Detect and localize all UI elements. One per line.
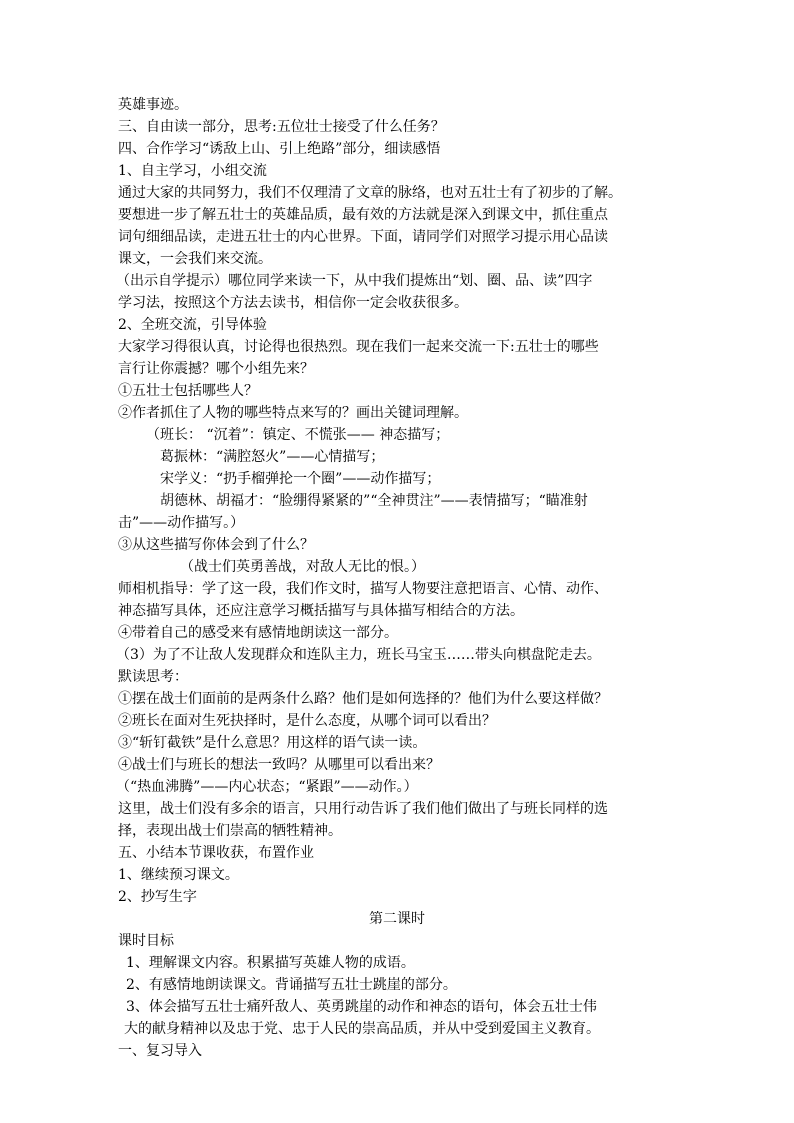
objective-item: 1、理解课文内容。积累描写英雄人物的成语。	[126, 955, 415, 971]
question-item: ②班长在面对生死抉择时，是什么态度，从哪个词可以看出？	[118, 713, 496, 729]
text-line: （战士们英勇善战，对敌人无比的恨。）	[180, 559, 425, 575]
text-line: 2、抄写生字	[118, 889, 197, 905]
question-item: ④战士们与班长的想法一致吗？从哪里可以看出来？	[118, 757, 440, 773]
section-heading: 五、小结本节课收获，布置作业	[118, 845, 314, 861]
text-line: 神态描写具体，还应注意学习概括描写与具体描写相结合的方法。	[118, 603, 524, 619]
text-line: 大的献身精神以及忠于党、忠于人民的崇高品质，并从中受到爱国主义教育。	[124, 1021, 600, 1037]
section-heading: 一、复习导入	[118, 1043, 202, 1059]
text-line: 课文，一会我们来交流。	[118, 251, 272, 267]
text-line: 词句细细品读，走进五壮士的内心世界。下面，请同学们对照学习提示用心品读	[118, 229, 608, 245]
text-line: 击”——动作描写。）	[118, 515, 245, 531]
question-item: ①五壮士包括哪些人？	[118, 383, 258, 399]
subsection-heading: 2、全班交流，引导体验	[118, 317, 267, 333]
text-line: 英雄事迹。	[118, 97, 188, 113]
text-line: 大家学习得很认真，讨论得也很热烈。现在我们一起来交流一下:五壮士的哪些	[118, 339, 599, 355]
section-heading: 三、自由读一部分，思考:五位壮士接受了什么任务？	[118, 119, 445, 135]
text-line: 师相机指导：学了这一段，我们作文时，描写人物要注意把语言、心情、动作、	[118, 581, 608, 597]
text-line: （“热血沸腾”——内心状态；“紧跟”——动作。）	[116, 779, 418, 795]
text-line: 这里，战士们没有多余的语言，只用行动告诉了我们他们做出了与班长同样的选	[118, 801, 608, 817]
text-line: （3）为了不让敌人发现群众和连队主力，班长马宝玉……带头向棋盘陀走去。	[116, 647, 601, 663]
question-item: ③从这些描写你体会到了什么？	[118, 537, 314, 553]
text-line: 宋学义：“扔手榴弹抡一个圈”——动作描写；	[160, 471, 441, 487]
objective-item: 2、有感情地朗读课文。背诵描写五壮士跳崖的部分。	[126, 977, 457, 993]
objective-item: 3、体会描写五壮士痛歼敌人、英勇跳崖的动作和神态的语句，体会五壮士伟	[126, 999, 597, 1015]
question-item: ④带着自己的感受来有感情地朗读这一部分。	[118, 625, 398, 641]
text-line: 通过大家的共同努力，我们不仅理清了文章的脉络，也对五壮士有了初步的了解。	[118, 185, 622, 201]
text-line: 默读思考：	[118, 669, 188, 685]
text-line: 胡德林、胡福才：“脸绷得紧紧的”“全神贯注”——表情描写；“瞄准射	[160, 493, 588, 509]
text-line: （班长： “沉着”：镇定、不慌张—— 神态描写；	[146, 427, 450, 443]
text-line: 1、继续预习课文。	[118, 867, 239, 883]
question-item: ①摆在战士们面前的是两条什么路？他们是如何选择的？他们为什么要这样做？	[118, 691, 608, 707]
question-item: ③“斩钉截铁”是什么意思？用这样的语气读一读。	[118, 735, 427, 751]
text-line: 学习法，按照这个方法去读书，相信你一定会收获很多。	[118, 295, 468, 311]
text-line: 葛振林：“满腔怒火”——心情描写；	[160, 449, 385, 465]
text-line: 言行让你震撼？哪个小组先来？	[118, 361, 314, 377]
text-line: 要想进一步了解五壮士的英雄品质，最有效的方法就是深入到课文中，抓住重点	[118, 207, 608, 223]
subsection-heading: 课时目标	[118, 933, 174, 949]
text-line: （出示自学提示）哪位同学来读一下，从中我们提炼出“划、圈、品、读”四字	[116, 273, 593, 289]
question-item: ②作者抓住了人物的哪些特点来写的？画出关键词理解。	[118, 405, 468, 421]
text-line: 择，表现出战士们崇高的牺牲精神。	[118, 823, 342, 839]
section-heading: 四、合作学习“诱敌上山、引上绝路”部分，细读感悟	[118, 141, 441, 157]
subsection-heading: 1、自主学习，小组交流	[118, 163, 267, 179]
lesson-title: 第二课时	[369, 911, 425, 927]
